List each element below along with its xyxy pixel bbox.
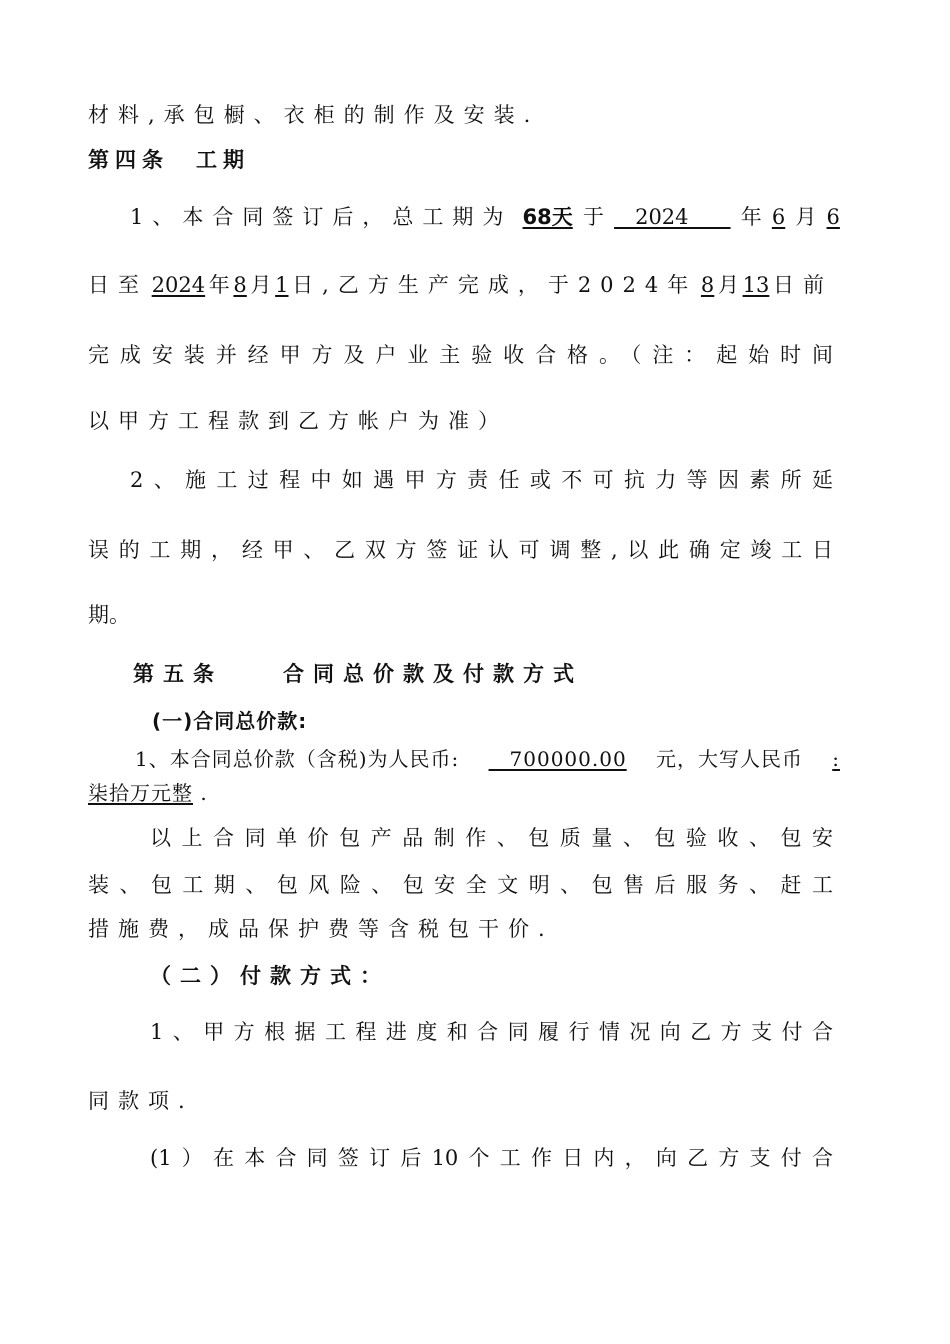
text-span: 1、本合同总价款（含税)为人民币:	[135, 747, 460, 771]
text-span: :	[832, 747, 840, 771]
start-month: 6	[771, 205, 786, 229]
paragraph-line: 措施费，成品保护费等含税包干价.	[88, 917, 554, 941]
text-span: 月	[250, 273, 272, 297]
text-span: .	[200, 781, 208, 805]
start-day: 6	[826, 205, 840, 229]
text-span: 月	[795, 205, 817, 229]
text-span: 月	[717, 273, 739, 297]
text-span: 年	[740, 205, 762, 229]
start-year: 2024	[614, 205, 731, 229]
paragraph-line: 2、施工过程中如遇甲方责任或不可抗力等因素所延	[130, 468, 833, 492]
article-4-title: 第四条 工期	[88, 148, 250, 172]
text-span: 于	[582, 205, 604, 229]
paragraph-line	[88, 270, 833, 300]
text-span: 日,乙方生产完成，于2024年	[292, 273, 698, 297]
production-day: 1	[275, 273, 289, 297]
paragraph-line: 同款项.	[88, 1089, 194, 1113]
production-year: 2024	[151, 273, 206, 297]
paragraph-line	[130, 202, 840, 232]
total-price-chinese: 柒拾万元整	[88, 781, 193, 805]
paragraph-line: 误的工期，经甲、乙双方签证认可调整,以此确定竣工日	[88, 538, 833, 562]
total-price-amount: 700000.00	[488, 747, 627, 771]
text-span: 日至	[88, 273, 148, 297]
text-span: 年	[208, 273, 230, 297]
paragraph-line: 以甲方工程款到乙方帐户为准）	[88, 409, 508, 433]
paragraph-line: 完成安装并经甲方及户业主验收合格。（注：起始时间	[88, 343, 833, 367]
install-month: 8	[700, 273, 715, 297]
subsection-title: （二）付款方式：	[150, 964, 390, 988]
article-5-title: 第五条 合同总价款及付款方式	[133, 662, 583, 686]
paragraph-line	[88, 778, 208, 808]
paragraph-line: 装、包工期、包风险、包安全文明、包售后服务、赶工	[88, 873, 833, 897]
production-month: 8	[233, 273, 247, 297]
duration-days: 68天	[522, 205, 573, 229]
text-span: 元，大写人民币	[655, 747, 803, 771]
paragraph-line: 以上合同单价包产品制作、包质量、包验收、包安	[150, 826, 833, 850]
text-span: 1、本合同签订后，总工期为	[130, 205, 513, 229]
paragraph-line: 期。	[88, 603, 130, 627]
paragraph-line: (1）在本合同签订后10个工作日内，向乙方支付合	[150, 1146, 833, 1170]
paragraph-line	[135, 744, 840, 774]
text-line: 材料,承包橱、衣柜的制作及安装.	[88, 103, 540, 127]
paragraph-line: 1、甲方根据工程进度和合同履行情况向乙方支付合	[150, 1020, 833, 1044]
subsection-title: (一)合同总价款:	[152, 709, 308, 733]
install-day: 13	[742, 273, 770, 297]
text-span: 日前	[773, 273, 833, 297]
